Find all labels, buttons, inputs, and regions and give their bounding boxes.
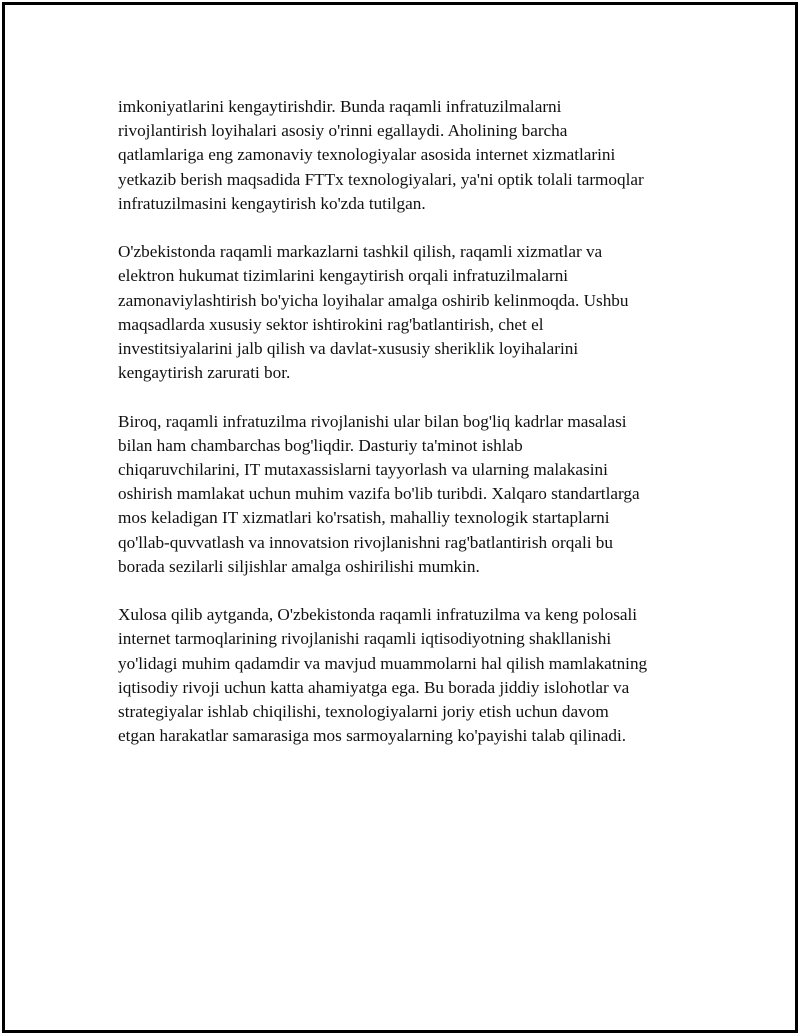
text-line: yo'lidagi muhim qadamdir va mavjud muammolarni hal qilish mamlakatning [118,653,648,673]
text-line: maqsadlarda xususiy sektor ishtirokini rag'batlantirish, chet el [118,314,544,334]
paragraph-1 [118,95,698,216]
paragraph-2 [118,240,698,385]
text-line: infratuzilmasini kengaytirish ko'zda tutilgan. [118,193,426,213]
text-line: iqtisodiy rivoji uchun katta ahamiyatga ega. Bu borada jiddiy islohotlar va [118,677,630,697]
text-line: qatlamlariga eng zamonaviy texnologiyalar asosida internet xizmatlarini [118,145,616,165]
text-line: strategiyalar ishlab chiqilishi, texnologiyalarni joriy etish uchun davom [118,702,609,722]
text-line: Biroq, raqamli infratuzilma rivojlanishi ular bilan bog'liq kadrlar masalasi [118,411,627,431]
text-line: chiqaruvchilarini, IT mutaxassislarni tayyorlash va ularning malakasini [118,460,608,480]
text-line: qo'llab-quvvatlash va innovatsion rivojlanishni rag'batlantirish orqali bu [118,532,613,552]
text-line: yetkazib berish maqsadida FTTx texnologiyalari, ya'ni optik tolali tarmoqlar [118,169,644,189]
text-line: zamonaviylashtirish bo'yicha loyihalar amalga oshirib kelinmoqda. Ushbu [118,290,629,310]
text-line: borada sezilarli siljishlar amalga oshirilishi mumkin. [118,556,480,576]
text-line: investitsiyalarini jalb qilish va davlat-xususiy sheriklik loyihalarini [118,339,579,359]
text-line: O'zbekistonda raqamli markazlarni tashkil qilish, raqamli xizmatlar va [118,242,603,262]
text-line: etgan harakatlar samarasiga mos sarmoyalarning ko'payishi talab qilinadi. [118,726,627,746]
document-page [2,2,798,1033]
text-line: elektron hukumat tizimlarini kengaytirish orqali infratuzilmalarni [118,266,569,286]
document-body [118,95,698,773]
paragraph-3 [118,410,698,579]
text-line: internet tarmoqlarining rivojlanishi raqamli iqtisodiyotning shakllanishi [118,629,612,649]
text-line: oshirish mamlakat uchun muhim vazifa bo'lib turibdi. Xalqaro standartlarga [118,484,640,504]
text-line: Xulosa qilib aytganda, O'zbekistonda raqamli infratuzilma va keng polosali [118,605,638,625]
text-line: bilan ham chambarchas bog'liqdir. Dasturiy ta'minot ishlab [118,435,523,455]
text-line: kengaytirish zarurati bor. [118,363,291,383]
text-line: rivojlantirish loyihalari asosiy o'rinni egallaydi. Aholining barcha [118,121,568,141]
text-line: mos keladigan IT xizmatlari ko'rsatish, mahalliy texnologik startaplarni [118,508,610,528]
text-line: imkoniyatlarini kengaytirishdir. Bunda raqamli infratuzilmalarni [118,97,562,116]
paragraph-4 [118,603,698,748]
